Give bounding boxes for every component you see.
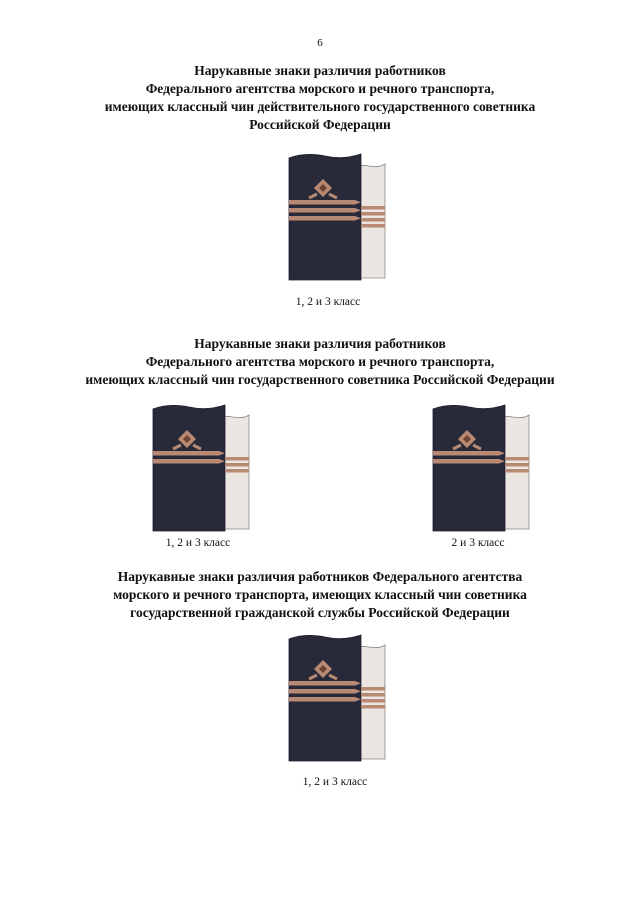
heading-line: Федерального агентства морского и речного транспорта, <box>145 354 495 369</box>
sleeve-stripe <box>153 459 219 464</box>
sleeve-stripe <box>289 216 355 221</box>
cuff-stripe <box>361 705 385 709</box>
heading-line: Нарукавные знаки различия работников <box>194 63 446 78</box>
heading-line: Нарукавные знаки различия работников <box>194 336 446 351</box>
sleeve-stripe <box>289 200 355 205</box>
cuff-stripe <box>225 457 249 461</box>
insignia-caption: 2 и 3 класс <box>451 537 505 549</box>
cuff-stripe <box>505 457 529 461</box>
insignia-caption: 1, 2 и 3 класс <box>302 776 368 788</box>
sleeve-stripe <box>289 697 355 702</box>
cuff-stripe <box>361 224 385 228</box>
sleeve-insignia-s2b <box>429 403 533 535</box>
cuff-stripe <box>225 463 249 467</box>
cuff-stripe <box>361 206 385 210</box>
section-1-heading <box>0 62 640 134</box>
cuff-stripe <box>361 218 385 222</box>
heading-line: Нарукавные знаки различия работников Федерального агентства <box>117 569 523 584</box>
sleeve-stripe <box>153 451 219 456</box>
sleeve-cloth <box>433 405 505 531</box>
insignia-caption: 1, 2 и 3 класс <box>165 537 231 549</box>
heading-line: морского и речного транспорта, имеющих классный чин советника <box>113 587 527 602</box>
insignia-caption: 1, 2 и 3 класс <box>295 296 361 308</box>
heading-line: Российской Федерации <box>249 117 391 132</box>
sleeve-insignia-s3 <box>285 633 389 765</box>
cuff-stripe <box>361 212 385 216</box>
heading-line: Федерального агентства морского и речного транспорта, <box>145 81 495 96</box>
sleeve-stripe <box>289 689 355 694</box>
sleeve-stripe <box>289 208 355 213</box>
cuff-stripe <box>361 687 385 691</box>
cuff-stripe <box>361 693 385 697</box>
sleeve-stripe <box>433 451 499 456</box>
sleeve-stripe <box>433 459 499 464</box>
cuff-stripe <box>225 469 249 473</box>
sleeve-cloth <box>153 405 225 531</box>
cuff-stripe <box>361 699 385 703</box>
section-3-heading <box>0 568 640 622</box>
heading-line: имеющих классный чин действительного государственного советника <box>104 99 536 114</box>
cuff-stripe <box>505 469 529 473</box>
sleeve-stripe <box>289 681 355 686</box>
sleeve-insignia-s1 <box>285 152 389 284</box>
page-number: 6 <box>317 37 323 49</box>
heading-line: имеющих классный чин государственного советника Российской Федерации <box>85 372 555 387</box>
section-2-heading <box>0 335 640 389</box>
sleeve-insignia-s2a <box>149 403 253 535</box>
cuff-stripe <box>505 463 529 467</box>
heading-line: государственной гражданской службы Российской Федерации <box>130 605 510 620</box>
